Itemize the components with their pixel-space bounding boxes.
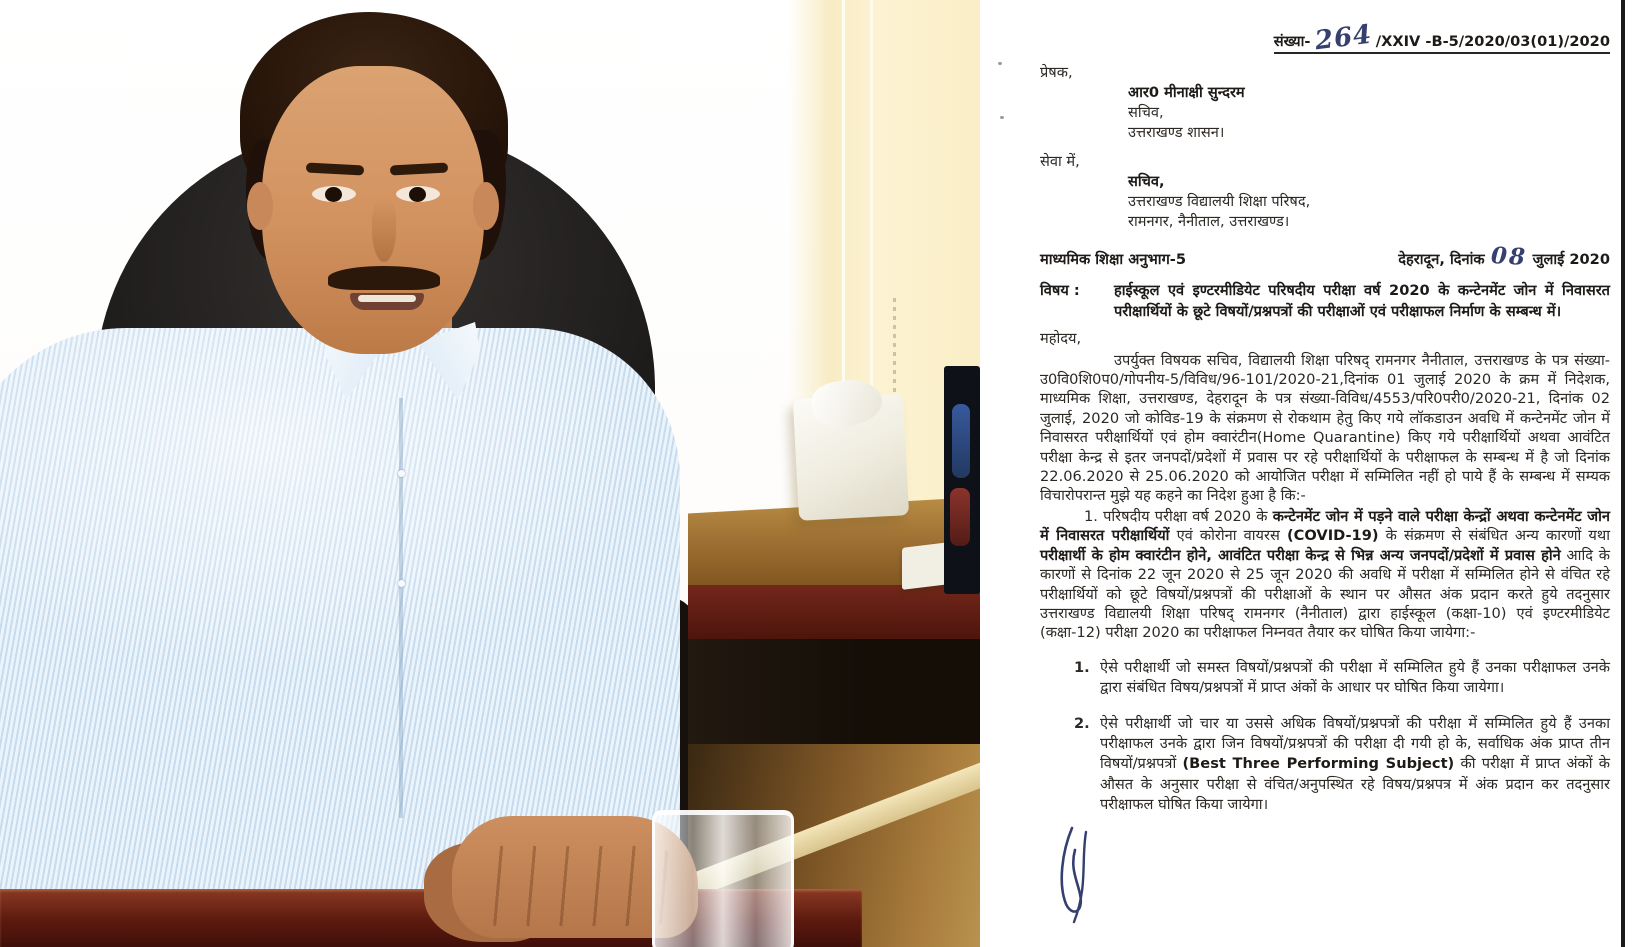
scan-edge-line	[1621, 0, 1625, 947]
subject-row	[1040, 281, 1610, 322]
order-seg: 1. परिषदीय परीक्षा वर्ष 2020 के	[1084, 507, 1273, 525]
scan-speck	[998, 62, 1002, 65]
subject-label: विषय :	[1040, 282, 1080, 300]
place-date	[1398, 242, 1610, 271]
order-seg: एवं कोरोना वायरस	[1169, 527, 1287, 545]
recipient-address: रामनगर, नैनीताल, उत्तराखण्ड।	[1128, 212, 1290, 230]
recipient-org: उत्तराखण्ड विद्यालयी शिक्षा परिषद,	[1128, 192, 1311, 210]
order-paragraph	[1040, 507, 1610, 643]
shirt-placket	[399, 398, 403, 818]
list-item	[1074, 714, 1610, 816]
list-seg: की परीक्षा में प्राप्त अंकों के औसत के अनुसार परीक्षा से वंचित/अनुपस्थित रहे विषय/प्रश्नपत्र में अंक प्रदान कर तदनुसार परीक्षाफल घोषित किया जायेगा।	[1100, 755, 1610, 814]
person-nose	[372, 198, 396, 262]
section-line: माध्यमिक शिक्षा अनुभाग-5	[1040, 250, 1186, 268]
signature-icon	[1050, 824, 1106, 924]
hanging-cable-strand	[870, 0, 873, 440]
list-item-text	[1100, 714, 1610, 816]
recipient-title: सचिव,	[1128, 172, 1165, 190]
handwritten-day: 08	[1489, 242, 1528, 271]
pupil	[409, 187, 426, 202]
list-seg: ऐसे परीक्षार्थी जो चार या उससे अधिक विषयों/प्रश्नपत्रों की परीक्षा में सम्मिलित हुये हैं उनका परीक्षाफल उनके द्वारा जिन विषयों/प्रश्नपत्रों की परीक्षा दी गयी हो के, सर्वाधिक अंक प्राप्त तीन विषयों/प्रश्नपत्रों	[1100, 714, 1610, 773]
signature-mark	[1050, 824, 1610, 924]
person-eye-right	[396, 186, 440, 202]
list-item-text: ऐसे परीक्षार्थी जो समस्त विषयों/प्रश्नपत्रों की परीक्षा में सम्मिलित हुये हैं उनका परीक्षाफल उनके द्वारा संबंधित विषय/प्रश्नपत्रों में प्राप्त अंकों के आधार पर घोषित किया जायेगा।	[1100, 658, 1610, 697]
list-item-number: 1.	[1074, 658, 1090, 676]
sender-name: आर0 मीनाक्षी सुन्दरम	[1128, 83, 1245, 101]
to-label: सेवा में,	[1040, 153, 1080, 171]
person-mustache	[328, 266, 440, 290]
scan-speck	[1000, 116, 1004, 119]
order-seg-bold: (COVID-19)	[1287, 527, 1379, 545]
reference-number-line	[1040, 19, 1610, 57]
monitor-edge	[944, 366, 980, 594]
provision-list	[1040, 658, 1610, 816]
order-seg: आदि के कारणों से दिनांक 22 जून 2020 से 25 जून 2020 की अवधि में परीक्षा में सम्मिलित होने से वंचित रहे परीक्षार्थियों को छूटे विषयों/प्रश्नपत्रों की परीक्षाओं के स्थान पर औसत अंक प्रदान करते हुये तदनुसार उत्तराखण्ड विद्यालयी शिक्षा परिषद् रामनगर (नैनीताल) द्वारा हाईस्कूल (कक्षा-10) एवं इण्टरमीडियेट (कक्षा-12) परीक्षा 2020 का परीक्षाफल निम्नवत तैयार कर घोषित किया जायेगा:-	[1040, 546, 1610, 642]
person-ear-right	[473, 182, 499, 230]
ref-handwritten-number: 264	[1312, 19, 1374, 57]
list-item	[1074, 658, 1610, 699]
letter-document	[980, 0, 1640, 947]
list-seg-bold: (Best Three Performing Subject)	[1182, 755, 1455, 773]
monitor-reflection-blue	[952, 404, 970, 478]
shirt-button	[398, 580, 405, 587]
water-glass	[652, 810, 794, 947]
order-seg: के संक्रमण से संबंधित अन्य कारणों यथा	[1378, 527, 1610, 545]
shirt-button	[398, 470, 405, 477]
place-date-prefix: देहरादून, दिनांक	[1398, 250, 1485, 268]
side-table-edge	[688, 585, 980, 641]
person-mouth	[350, 293, 424, 310]
order-seg-bold: परीक्षार्थी के होम क्वारंटीन होने, आवंटित परीक्षा केन्द्र से भिन्न अन्य जनपदों/प्रदेशों में प्रवास होने	[1040, 546, 1561, 564]
pupil	[325, 187, 342, 202]
under-desk-shadow	[688, 639, 980, 747]
sender-block	[1128, 83, 1610, 143]
order-seg-bold: कन्टेनमेंट जोन में पड़ने वाले परीक्षा केन्द्रों अथवा कन्टेनमेंट जोन में निवासरत परीक्षार्थियों	[1040, 507, 1610, 545]
subject-text: हाईस्कूल एवं इण्टरमीडियेट परिषदीय परीक्षा वर्ष 2020 के कन्टेनमेंट जोन में निवासरत परीक्षार्थियों के छूटे विषयों/प्रश्नपत्रों की परीक्षाओं एवं परीक्षाफल निर्माण के सम्बन्ध में।	[1114, 282, 1610, 320]
person-teeth	[358, 295, 416, 302]
person-ear-left	[247, 182, 273, 230]
salutation: महोदय,	[1040, 330, 1082, 348]
person-eye-left	[312, 186, 356, 202]
recipient-block	[1128, 172, 1610, 232]
ref-series: /XXIV -B-5/2020/03(01)/2020	[1375, 33, 1610, 50]
place-date-suffix: जुलाई 2020	[1532, 250, 1610, 268]
finger-lines	[470, 846, 680, 926]
from-label: प्रेषक,	[1040, 64, 1073, 82]
section-and-date-row	[1040, 242, 1610, 271]
ref-label: संख्या-	[1273, 33, 1311, 50]
monitor-reflection-red	[950, 488, 970, 546]
sender-title: सचिव,	[1128, 103, 1164, 121]
sender-org: उत्तराखण्ड शासन।	[1128, 124, 1225, 142]
list-item-number: 2.	[1074, 714, 1090, 732]
intro-paragraph: उपर्युक्त विषयक सचिव, विद्यालयी शिक्षा परिषद् रामनगर नैनीताल, उत्तराखण्ड के पत्र संख्या-उ0वि0शि0प0/गोपनीय-5/विविध/96-101/2020-21,दिनांक 01 जुलाई 2020 के क्रम में निदेशक, माध्यमिक शिक्षा, उत्तराखण्ड, देहरादून के पत्र संख्या-विविध/4553/परि0परी0/2020-21, दिनांक 02 जुलाई, 2020 जो कोविड-19 के संक्रमण से रोकथाम हेतु किए गये लॉकडाउन अवधि में कन्टेनमेंट जोन में निवासरत परीक्षार्थियों एवं होम क्वारंटीन(Home Quarantine) किए गये परीक्षार्थियों अथवा आवंटित परीक्षा केन्द्र से इतर जनपदों/प्रदेशों में प्रवास पर रहे परीक्षार्थियों के परीक्षाफल के सम्बन्ध में है जो दिनांक 22.06.2020 से 25.06.2020 को आयोजित परीक्षा में सम्मिलित नहीं हो पाये हैं के सम्बन्ध में सम्यक विचारोपरान्त मुझे यह कहने का निदेश हुआ है कि:-	[1040, 351, 1610, 505]
